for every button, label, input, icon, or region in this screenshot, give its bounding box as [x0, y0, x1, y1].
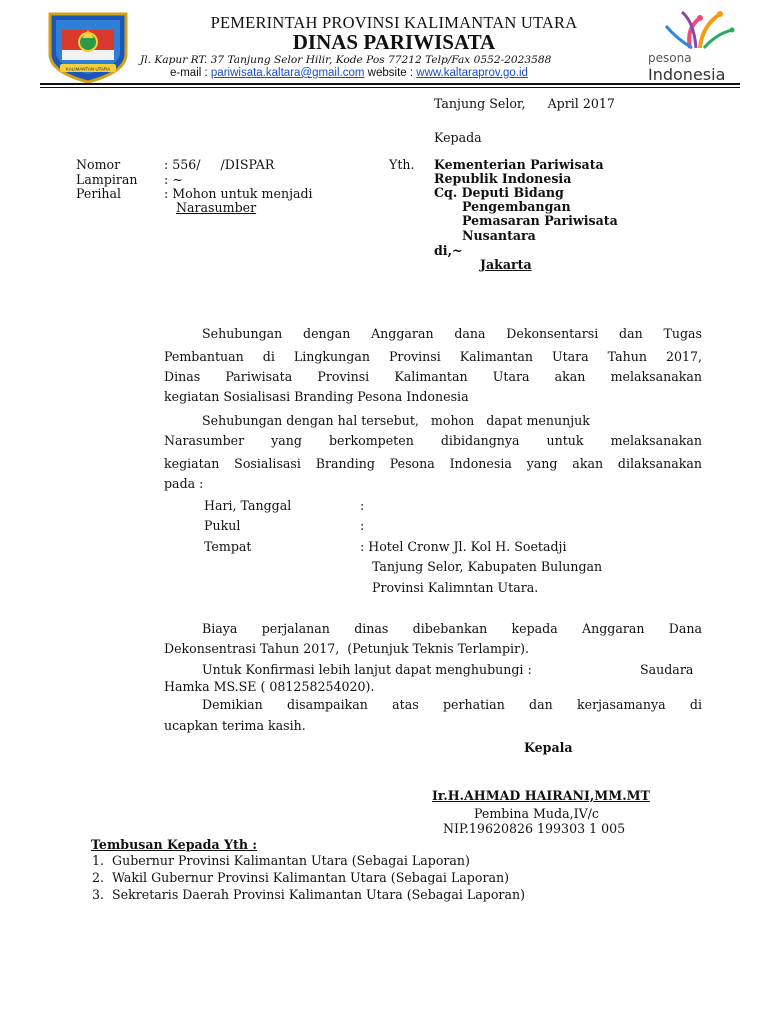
p2-line-4: pada : [164, 476, 204, 491]
address-line: Jl. Kapur RT. 37 Tanjung Selor Hilir, Kode Pos 77212 Telp/Fax 0552-2023588 [140, 54, 552, 66]
seal-text: KALIMANTAN UTARA [65, 66, 111, 72]
recipient-city: Jakarta [480, 257, 532, 272]
recipient-line-1: Kementerian Pariwisata [434, 157, 604, 172]
p4-saudara: Saudara [640, 662, 694, 677]
website-link[interactable]: www.kaltaraprov.go.id [416, 67, 528, 79]
p2-line-1: Sehubungan dengan hal tersebut, mohon dapat menunjuk [202, 413, 590, 428]
pesona-indonesia-logo [646, 4, 742, 84]
tembusan-item: 3. Sekretaris Daerah Provinsi Kalimantan Utara (Sebagai Laporan) [92, 887, 525, 902]
p1-line-1: Sehubungan dengan Anggaran dana Dekonsentarsi dan Tugas [202, 326, 702, 341]
website-label: website : [367, 67, 414, 79]
yth-label: Yth. [389, 157, 415, 172]
p4-line-1: Untuk Konfirmasi lebih lanjut dapat menghubungi : [202, 662, 532, 677]
signatory-name: Ir.H.AHMAD HAIRANI,MM.MT [432, 788, 650, 803]
p1-line-3: Dinas Pariwisata Provinsi Kalimantan Utara akan melaksanakan [164, 369, 702, 384]
recipient-line-2: Republik Indonesia [434, 171, 572, 186]
signatory-rank: Pembina Muda,IV/c [474, 806, 599, 821]
tempat-value-2: Tanjung Selor, Kabupaten Bulungan [372, 559, 603, 574]
p5-line-1: Demikian disampaikan atas perhatian dan kerjasamanya di [202, 697, 702, 712]
provincial-seal [42, 8, 134, 84]
pukul-value: : [360, 518, 365, 533]
kepada-label: Kepada [434, 130, 482, 145]
tembusan-item: 1. Gubernur Provinsi Kalimantan Utara (Sebagai Laporan) [92, 853, 470, 868]
p5-line-2: ucapkan terima kasih. [164, 718, 306, 733]
place: Tanjung Selor, [434, 96, 526, 111]
recipient-line-4: Pengembangan [462, 199, 571, 214]
letterhead-rule-thick [40, 83, 740, 85]
p3-line-1: Biaya perjalanan dinas dibebankan kepada Anggaran Dana [202, 621, 702, 636]
hari-value: : [360, 498, 365, 513]
logo-big-text: Indonesia [648, 65, 726, 84]
email-link[interactable]: pariwisata.kaltara@gmail.com [210, 67, 365, 79]
perihal-label: Perihal [76, 186, 122, 201]
tempat-value-1: : Hotel Cronw Jl. Kol H. Soetadji [360, 539, 567, 554]
perihal-value: : Mohon untuk menjadi [164, 186, 313, 201]
lampiran-value: : ~ [164, 172, 183, 187]
recipient-di: di,~ [434, 243, 463, 258]
nomor-label: Nomor [76, 157, 121, 172]
hari-label: Hari, Tanggal [204, 498, 292, 513]
p2-line-2: Narasumber yang berkompeten dibidangnya untuk melaksanakan [164, 433, 702, 448]
letterhead-rule-thin [40, 87, 740, 88]
tembusan-item: 2. Wakil Gubernur Provinsi Kalimantan Utara (Sebagai Laporan) [92, 870, 510, 885]
lampiran-label: Lampiran [76, 172, 138, 187]
p1-line-2: Pembantuan di Lingkungan Provinsi Kalimantan Utara Tahun 2017, [164, 349, 702, 364]
tempat-label: Tempat [204, 539, 252, 554]
p4-line-2: Hamka MS.SE ( 081258254020). [164, 679, 375, 694]
recipient-line-5: Pemasaran Pariwisata [462, 213, 618, 228]
recipient-line-6: Nusantara [462, 228, 536, 243]
signatory-title: Kepala [524, 740, 573, 755]
place-date [434, 96, 615, 111]
email-label: e-mail : [170, 67, 208, 79]
p3-line-2: Dekonsentrasi Tahun 2017, (Petunjuk Teknis Terlampir). [164, 641, 530, 656]
tembusan-heading: Tembusan Kepada Yth : [91, 837, 258, 852]
nomor-value: : 556/ /DISPAR [164, 157, 275, 172]
gov-heading: PEMERINTAH PROVINSI KALIMANTAN UTARA [210, 13, 578, 32]
pukul-label: Pukul [204, 518, 241, 533]
logo-small-text: pesona [648, 51, 692, 65]
recipient-line-3: Cq. Deputi Bidang [434, 185, 564, 200]
dept-heading: DINAS PARIWISATA [292, 30, 496, 54]
signatory-nip: NIP.19620826 199303 1 005 [443, 821, 626, 836]
contact-line [170, 67, 650, 79]
perihal-value-line2: Narasumber [176, 200, 257, 215]
date: April 2017 [547, 96, 615, 111]
p2-line-3: kegiatan Sosialisasi Branding Pesona Indonesia yang akan dilaksanakan [164, 456, 702, 471]
tempat-value-3: Provinsi Kalimntan Utara. [372, 580, 539, 595]
p1-line-4: kegiatan Sosialisasi Branding Pesona Indonesia [164, 389, 469, 404]
